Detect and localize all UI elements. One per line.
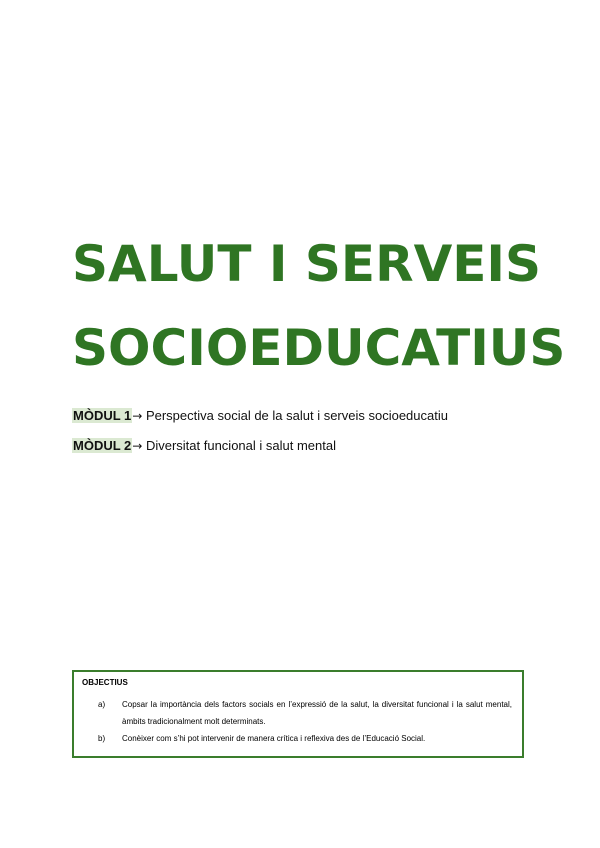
module-1-text: Perspectiva social de la salut i serveis socioeducatiu (142, 408, 448, 423)
objectives-heading: OBJECTIUS (82, 678, 128, 687)
module-2-line (72, 438, 336, 453)
objective-text: Copsar la importància dels factors socials en l’expressió de la salut, la diversitat funcional i la salut mental, àmbits tradicionalment molt determinats. (122, 700, 512, 726)
objective-item (82, 696, 514, 730)
module-2-text: Diversitat funcional i salut mental (142, 438, 336, 453)
objective-item (82, 730, 514, 747)
module-2-tag: MÒDUL 2 (73, 438, 132, 453)
objective-marker: a) (98, 700, 106, 709)
title-line-2: SOCIOEDUCATIUS (72, 319, 566, 377)
objectives-box (72, 670, 524, 758)
arrow-icon: → (132, 439, 143, 453)
module-1-line (72, 408, 448, 423)
title-line-1: SALUT I SERVEIS (72, 235, 542, 293)
arrow-icon: → (132, 409, 143, 423)
module-1-tag: MÒDUL 1 (73, 408, 132, 423)
objective-marker: b) (98, 734, 106, 743)
objective-text: Conèixer com s’hi pot intervenir de manera crítica i reflexiva des de l’Educació Social. (122, 734, 426, 743)
document-title (72, 222, 565, 390)
